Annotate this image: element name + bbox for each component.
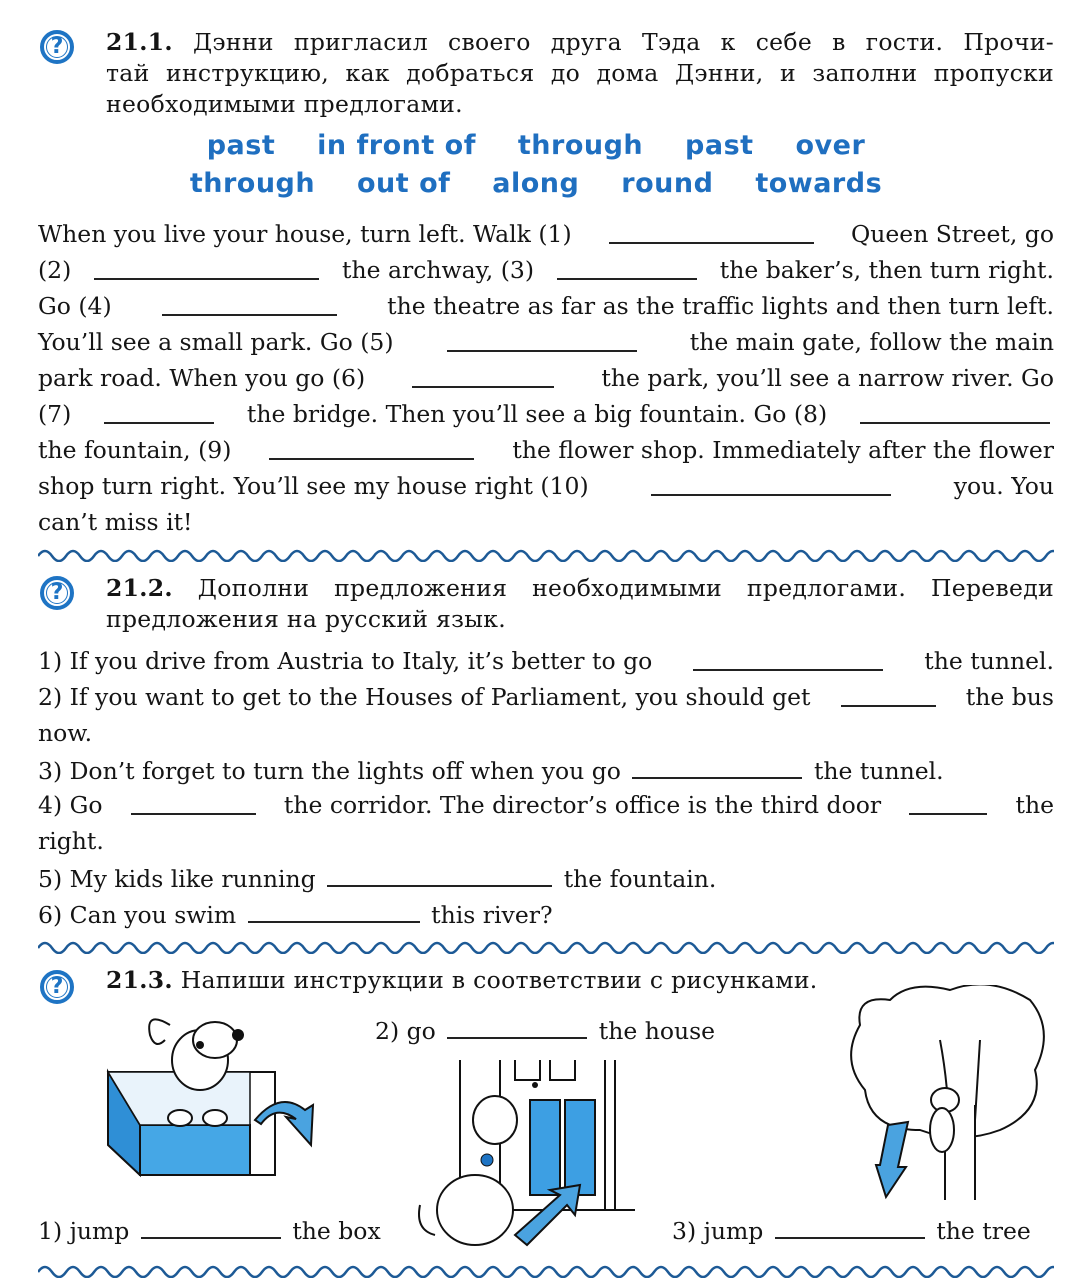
sentence: now. (38, 719, 93, 747)
word-bank-item: past (685, 130, 754, 161)
blank[interactable] (632, 751, 802, 779)
blank-5[interactable] (447, 324, 637, 352)
word-bank-row-2 (0, 168, 1072, 199)
sentence: 4) Go the corridor. The director’s office is the third door the (38, 787, 1054, 823)
text-line: park road. When you go (6) the park, you’ll see a narrow river. Go (38, 360, 1054, 396)
word-bank-item: over (795, 130, 866, 161)
blank[interactable] (327, 859, 552, 887)
sentence: 2) If you want to get to the Houses of Parliament, you should get the bus (38, 679, 1054, 715)
exercise-number: 21.1. (106, 28, 173, 56)
text-line: can’t miss it! (38, 508, 193, 536)
word-bank-item: past (206, 130, 276, 161)
blank-1[interactable] (609, 216, 814, 244)
blank[interactable] (141, 1211, 281, 1239)
blank-3[interactable] (557, 252, 697, 280)
question-icon: ? (40, 30, 74, 64)
blank[interactable] (841, 679, 936, 707)
picture-caption-3: 3) jump the tree (672, 1211, 1052, 1249)
text-line: (2) the archway, (3) the baker’s, then turn right. (38, 252, 1054, 288)
blank[interactable] (447, 1011, 587, 1039)
word-bank-item: in front of (317, 130, 476, 161)
exercise-21-2-instruction: 21.2. Дополни предложения необходимыми предлогами. Переведи предложения на русский язык. (106, 574, 1054, 633)
blank[interactable] (909, 787, 987, 815)
wavy-divider (38, 938, 1054, 954)
blank-6[interactable] (412, 360, 554, 388)
sentence: 5) My kids like running the fountain. (38, 859, 1054, 897)
blank[interactable] (131, 787, 256, 815)
blank-9[interactable] (269, 432, 474, 460)
blank-4[interactable] (162, 288, 337, 316)
sentence: 3) Don’t forget to turn the lights off when you go the tunnel. (38, 751, 1054, 789)
word-bank-item: towards (755, 168, 883, 199)
question-icon: ? (40, 576, 74, 610)
wavy-divider (38, 546, 1054, 562)
blank[interactable] (775, 1211, 925, 1239)
sentence: 6) Can you swim this river? (38, 895, 1054, 933)
word-bank-item: round (621, 168, 714, 199)
word-bank-item: out of (357, 168, 451, 199)
picture-caption-1: 1) jump the box (38, 1211, 398, 1249)
dog-in-box-illustration (100, 1005, 330, 1190)
text-line: Go (4) the theatre as far as the traffic lights and then turn left. (38, 288, 1054, 324)
exercise-number: 21.3. (106, 966, 173, 994)
blank-2[interactable] (94, 252, 319, 280)
text-line: You’ll see a small park. Go (5) the main gate, follow the main (38, 324, 1054, 360)
blank-10[interactable] (651, 468, 891, 496)
text-line: When you live your house, turn left. Walk (1) Queen Street, go (38, 216, 1054, 252)
sentence: 1) If you drive from Austria to Italy, it’s better to go the tunnel. (38, 643, 1054, 679)
exercise-21-1-instruction: 21.1. Дэнни пригласил своего друга Тэда к себе в гости. Прочи- тай инструкцию, как добраться до дома Дэнни, и заполни пропуски необходимыми предлогами. (106, 28, 1054, 118)
question-icon: ? (40, 970, 74, 1004)
text-line: (7) the bridge. Then you’ll see a big fountain. Go (8) (38, 396, 1054, 432)
text-line: shop turn right. You’ll see my house right (10) you. You (38, 468, 1054, 504)
blank-7[interactable] (104, 396, 214, 424)
exercise-number: 21.2. (106, 574, 173, 602)
cat-in-tree-illustration (850, 985, 1050, 1200)
wavy-divider (38, 1262, 1054, 1278)
blank[interactable] (248, 895, 420, 923)
word-bank-item: through (517, 130, 644, 161)
word-bank-item: along (492, 168, 580, 199)
sentence: right. (38, 827, 104, 855)
exercise-21-3-instruction: 21.3. Напиши инструкции в соответствии с рисунками. (106, 966, 818, 994)
word-bank-item: through (189, 168, 316, 199)
blank-8[interactable] (860, 396, 1050, 424)
dog-entering-house-illustration (405, 1060, 645, 1250)
blank[interactable] (693, 643, 883, 671)
text-line: the fountain, (9) the flower shop. Immediately after the flower (38, 432, 1054, 468)
picture-caption-2: 2) go the house (375, 1011, 735, 1049)
word-bank-row-1 (0, 130, 1072, 161)
